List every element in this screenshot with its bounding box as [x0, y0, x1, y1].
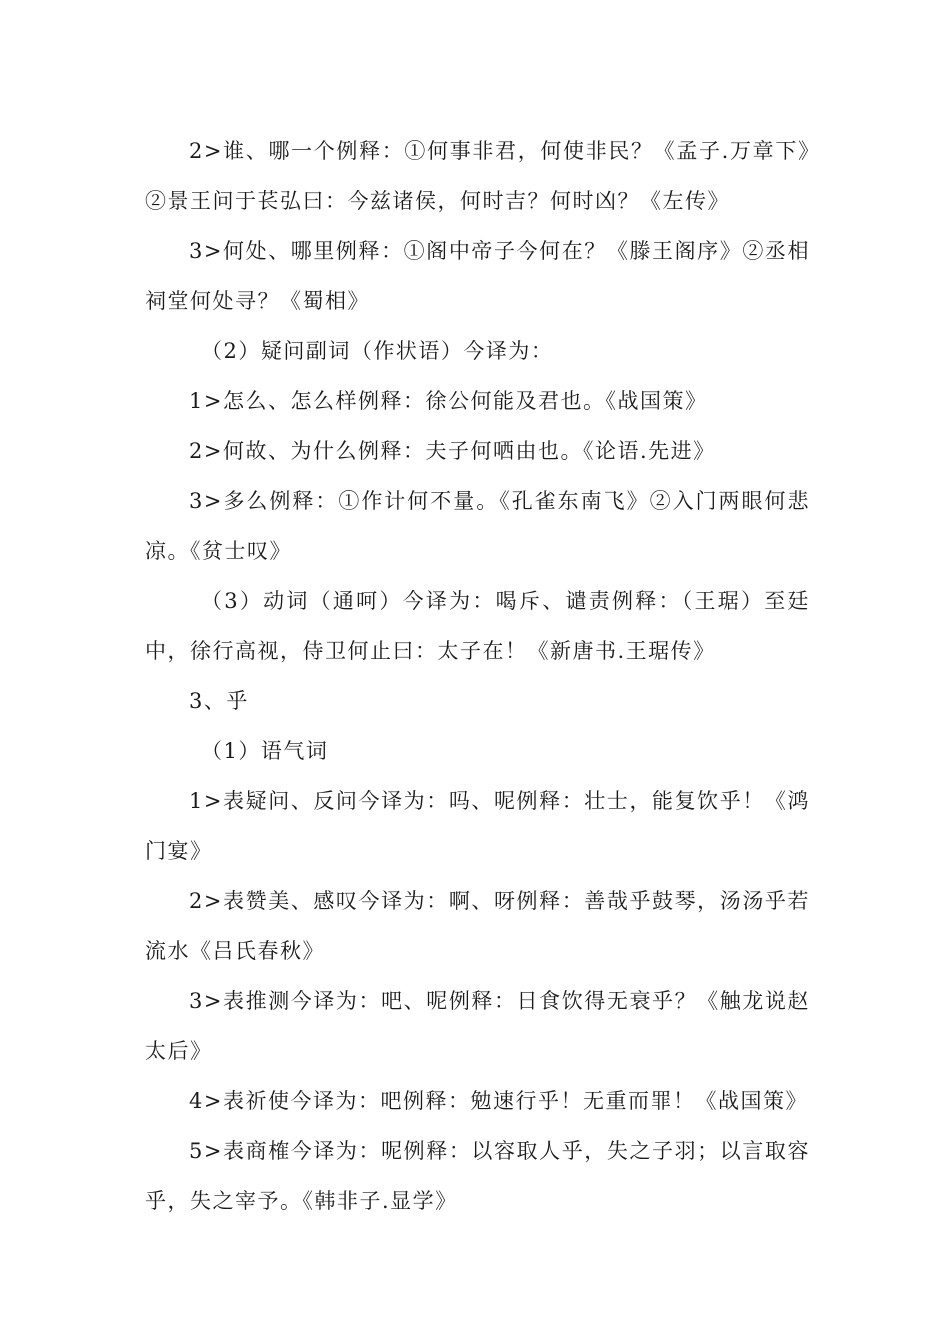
paragraph-question: 1>表疑问、反问今译为：吗、呢例释：壮士，能复饮乎！《鸿门宴》 — [145, 789, 810, 863]
paragraph-where: 3>何处、哪里例释：①阁中帝子今何在？《滕王阁序》②丞相祠堂何处寻？《蜀相》 — [145, 239, 810, 313]
section-heading-hu: 3、乎 — [189, 689, 249, 713]
paragraph-imperative: 4>表祈使今译为：吧例释：勉速行乎！无重而罪！《战国策》 — [189, 1089, 808, 1113]
paragraph-why: 2>何故、为什么例释：夫子何哂由也。《论语.先进》 — [189, 439, 716, 463]
paragraph-verb-he: （3）动词（通呵）今译为：喝斥、谴责例释：（王琚）至廷中，徐行高视，侍卫何止曰：太子在！《新唐书.王琚传》 — [145, 589, 810, 663]
paragraph-praise: 2>表赞美、感叹今译为：啊、呀例释：善哉乎鼓琴，汤汤乎若流水《吕氏春秋》 — [145, 889, 810, 963]
paragraph-how: 1>怎么、怎么样例释：徐公何能及君也。《战国策》 — [189, 389, 708, 413]
paragraph-deliberation: 5>表商榷今译为：呢例释：以容取人乎，失之子羽；以言取容乎，失之宰予。《韩非子.显学》 — [145, 1139, 810, 1213]
document-body — [145, 126, 810, 1226]
paragraph-who-which: 2>谁、哪一个例释：①何事非君，何使非民？《孟子.万章下》②景王问于苌弘曰：今兹诸侯，何时吉？何时凶？《左传》 — [145, 139, 810, 213]
paragraph-speculation: 3>表推测今译为：吧、呢例释：日食饮得无衰乎？《触龙说赵太后》 — [145, 989, 810, 1063]
paragraph-how-much: 3>多么例释：①作计何不量。《孔雀东南飞》②入门两眼何悲凉。《贫士叹》 — [145, 489, 810, 563]
paragraph-interrogative-adverb: （2）疑问副词（作状语）今译为： — [201, 339, 554, 363]
subheading-modal-particle: （1）语气词 — [201, 739, 329, 763]
